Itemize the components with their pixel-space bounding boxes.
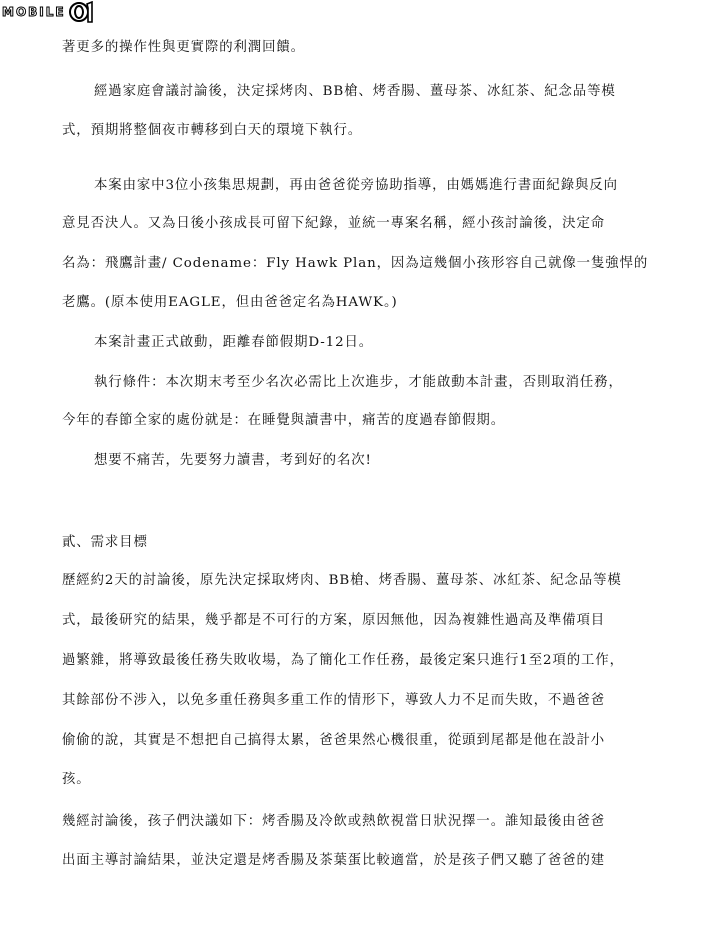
paragraph-line: 歷經約2天的討論後，原先決定採取烤肉、BB槍、烤香腸、薑母茶、冰紅茶、紀念品等模 (62, 573, 622, 588)
paragraph-line: 名為：飛鷹計畫/ Codename：Fly Hawk Plan，因為這幾個小孩形容自己就像一隻強悍的 (62, 256, 649, 271)
paragraph-line: 老鷹。(原本使用EAGLE，但由爸爸定名為HAWK。) (62, 295, 398, 310)
paragraph-line: 經過家庭會議討論後，決定採烤肉、BB槍、烤香腸、薑母茶、冰紅茶、紀念品等模 (94, 84, 616, 99)
paragraph-line: 過繁雜，將導致最後任務失敗收場，為了簡化工作任務，最後定案只進行1至2項的工作， (62, 653, 624, 668)
paragraph-line: 式，最後研究的結果，幾乎都是不可行的方案，原因無他，因為複雜性過高及準備項目 (62, 613, 606, 628)
paragraph-line: 幾經討論後，孩子們決議如下：烤香腸及冷飲或熱飲視當日狀況擇一。誰知最後由爸爸 (62, 814, 606, 829)
paragraph-line: 意見否決人。又為日後小孩成長可留下紀錄，並統一專案名稱，經小孩討論後，決定命 (62, 216, 606, 231)
mobile01-logo (2, 1, 94, 23)
section-heading: 貳、需求目標 (62, 535, 148, 550)
paragraph-line: 出面主導討論結果，並決定還是烤香腸及茶葉蛋比較適當，於是孩子們又聽了爸爸的建 (62, 853, 606, 868)
paragraph-line: 式，預期將整個夜市轉移到白天的環境下執行。 (62, 123, 363, 138)
paragraph-line: 偷偷的說，其實是不想把自己搞得太累，爸爸果然心機很重，從頭到尾都是他在設計小 (62, 733, 606, 748)
paragraph-line: 其餘部份不涉入，以免多重任務與多重工作的情形下，導致人力不足而失敗，不過爸爸 (62, 693, 606, 708)
paragraph-line: 執行條件：本次期末考至少名次必需比上次進步，才能啟動本計畫，否則取消任務， (94, 375, 623, 390)
logo-text: MOBILE (2, 5, 66, 19)
paragraph-line: 著更多的操作性與更實際的利潤回饋。 (62, 40, 305, 55)
paragraph-line: 今年的春節全家的處份就是：在睡覺與讀書中，痛苦的度過春節假期。 (62, 413, 506, 428)
paragraph-line: 本案計畫正式啟動，距離春節假期D-12日。 (94, 335, 374, 350)
paragraph-line: 想要不痛苦，先要努力讀書，考到好的名次! (94, 453, 372, 468)
paragraph-line: 本案由家中3位小孩集思規劃，再由爸爸從旁協助指導，由媽媽進行書面紀錄與反向 (94, 178, 618, 193)
paragraph-line: 孩。 (62, 772, 91, 787)
logo-01-icon (68, 1, 94, 23)
